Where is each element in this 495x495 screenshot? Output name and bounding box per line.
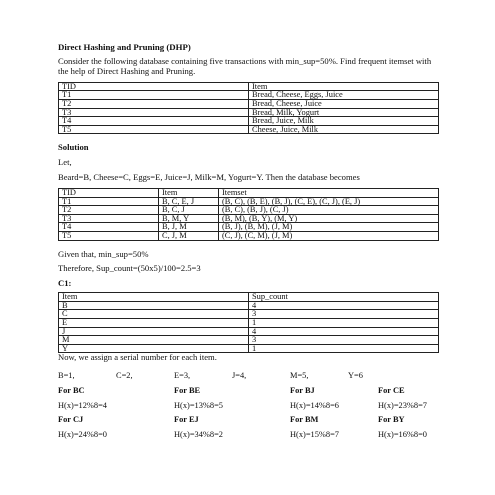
table-row	[59, 125, 439, 134]
encoded-transactions-table	[58, 188, 439, 241]
c1-heading: C1:	[58, 278, 72, 289]
header-item: Item	[59, 293, 249, 302]
cell-tid: T5	[59, 125, 249, 134]
cell-tid: T3	[59, 214, 159, 223]
therefore-text: Therefore, Sup_count=(50x5)/100=2.5=3	[58, 263, 201, 274]
transactions-table	[58, 82, 439, 135]
header-item: Item	[159, 189, 219, 198]
cell-sup-count: 4	[249, 301, 439, 310]
cell-item: C	[59, 310, 249, 319]
cell-tid: T1	[59, 197, 159, 206]
hash-label: For BM	[290, 415, 319, 425]
cell-tid: T2	[59, 206, 159, 215]
table-row	[59, 327, 439, 336]
table-row	[59, 206, 439, 215]
table-row	[59, 108, 439, 117]
hash-value: H(x)=12%8=4	[58, 400, 107, 410]
hash-label: For EJ	[174, 415, 199, 425]
cell-item: J	[59, 327, 249, 336]
cell-item: B	[59, 301, 249, 310]
cell-itemset: (B, M), (B, Y), (M, Y)	[219, 214, 439, 223]
cell-sup-count: 3	[249, 336, 439, 345]
table-row	[59, 232, 439, 241]
cell-sup-count: 4	[249, 327, 439, 336]
c1-table	[58, 292, 439, 353]
cell-item: B, C, E, J	[159, 197, 219, 206]
cell-item: B, C, J	[159, 206, 219, 215]
cell-sup-count: 1	[249, 319, 439, 328]
cell-tid: T5	[59, 232, 159, 241]
table-header-row	[59, 293, 439, 302]
cell-itemset: (C, J), (C, M), (J, M)	[219, 232, 439, 241]
intro-paragraph: Consider the following database containing five transactions with min_sup=50%. Find frequent itemset with the help of Direct Hashing and Pruning.	[58, 56, 432, 76]
cell-tid: T4	[59, 117, 249, 126]
hash-value: H(x)=24%8=0	[58, 429, 107, 439]
given-text: Given that, min_sup=50%	[58, 248, 149, 259]
serial-number-list	[58, 371, 438, 381]
let-text: Let,	[58, 157, 72, 168]
table-row	[59, 214, 439, 223]
header-sup-count: Sup_count	[249, 293, 439, 302]
header-tid: TID	[59, 82, 249, 91]
cell-itemset: (B, C), (B, J), (C, J)	[219, 206, 439, 215]
cell-item: Bread, Milk, Yogurt	[249, 108, 439, 117]
table-row	[59, 223, 439, 232]
table-row	[59, 100, 439, 109]
cell-sup-count: 1	[249, 344, 439, 353]
serial-item: M=5,	[290, 371, 309, 381]
hash-label: For BY	[378, 415, 405, 425]
table-row	[59, 336, 439, 345]
cell-item: Cheese, Juice, Milk	[249, 125, 439, 134]
header-tid: TID	[59, 189, 159, 198]
serial-item: C=2,	[116, 371, 133, 381]
table-header-row	[59, 82, 439, 91]
hash-value: H(x)=15%8=7	[290, 429, 339, 439]
hash-label: For BE	[174, 385, 201, 395]
header-itemset: Itemset	[219, 189, 439, 198]
cell-item: E	[59, 319, 249, 328]
serial-item: Y=6	[348, 371, 363, 381]
table-row	[59, 117, 439, 126]
cell-item: B, J, M	[159, 223, 219, 232]
hash-label: For CJ	[58, 415, 84, 425]
hash-value: H(x)=14%8=6	[290, 400, 339, 410]
cell-item: Bread, Juice, Milk	[249, 117, 439, 126]
cell-item: Y	[59, 344, 249, 353]
hash-value: H(x)=16%8=0	[378, 429, 427, 439]
cell-tid: T2	[59, 100, 249, 109]
document-title: Direct Hashing and Pruning (DHP)	[58, 42, 191, 52]
hash-value: H(x)=13%8=5	[174, 400, 223, 410]
mapping-text: Beard=B, Cheese=C, Eggs=E, Juice=J, Milk=M, Yogurt=Y. Then the database becomes	[58, 172, 360, 183]
hash-grid	[58, 386, 438, 440]
hash-value: H(x)=34%8=2	[174, 429, 223, 439]
serial-item: B=1,	[58, 371, 75, 381]
cell-item: Bread, Cheese, Eggs, Juice	[249, 91, 439, 100]
document-page	[58, 42, 438, 440]
table-row	[59, 301, 439, 310]
table-row	[59, 197, 439, 206]
hash-value: H(x)=23%8=7	[378, 400, 427, 410]
cell-itemset: (B, C), (B, E), (B, J), (C, E), (C, J), (E, J)	[219, 197, 439, 206]
table-row	[59, 319, 439, 328]
cell-tid: T1	[59, 91, 249, 100]
hash-label: For BJ	[290, 385, 315, 395]
cell-item: B, M, Y	[159, 214, 219, 223]
hash-label: For BC	[58, 385, 85, 395]
solution-heading: Solution	[58, 142, 89, 153]
cell-item: C, J, M	[159, 232, 219, 241]
cell-sup-count: 3	[249, 310, 439, 319]
cell-tid: T3	[59, 108, 249, 117]
serial-item: J=4,	[232, 371, 247, 381]
table-row	[59, 91, 439, 100]
cell-tid: T4	[59, 223, 159, 232]
serial-item: E=3,	[174, 371, 191, 381]
hash-label: For CE	[378, 385, 405, 395]
table-row	[59, 310, 439, 319]
cell-item: Bread, Cheese, Juice	[249, 100, 439, 109]
header-item: Item	[249, 82, 439, 91]
table-header-row	[59, 189, 439, 198]
cell-item: M	[59, 336, 249, 345]
serial-note: Now, we assign a serial number for each item.	[58, 352, 217, 363]
cell-itemset: (B, J), (B, M), (J, M)	[219, 223, 439, 232]
